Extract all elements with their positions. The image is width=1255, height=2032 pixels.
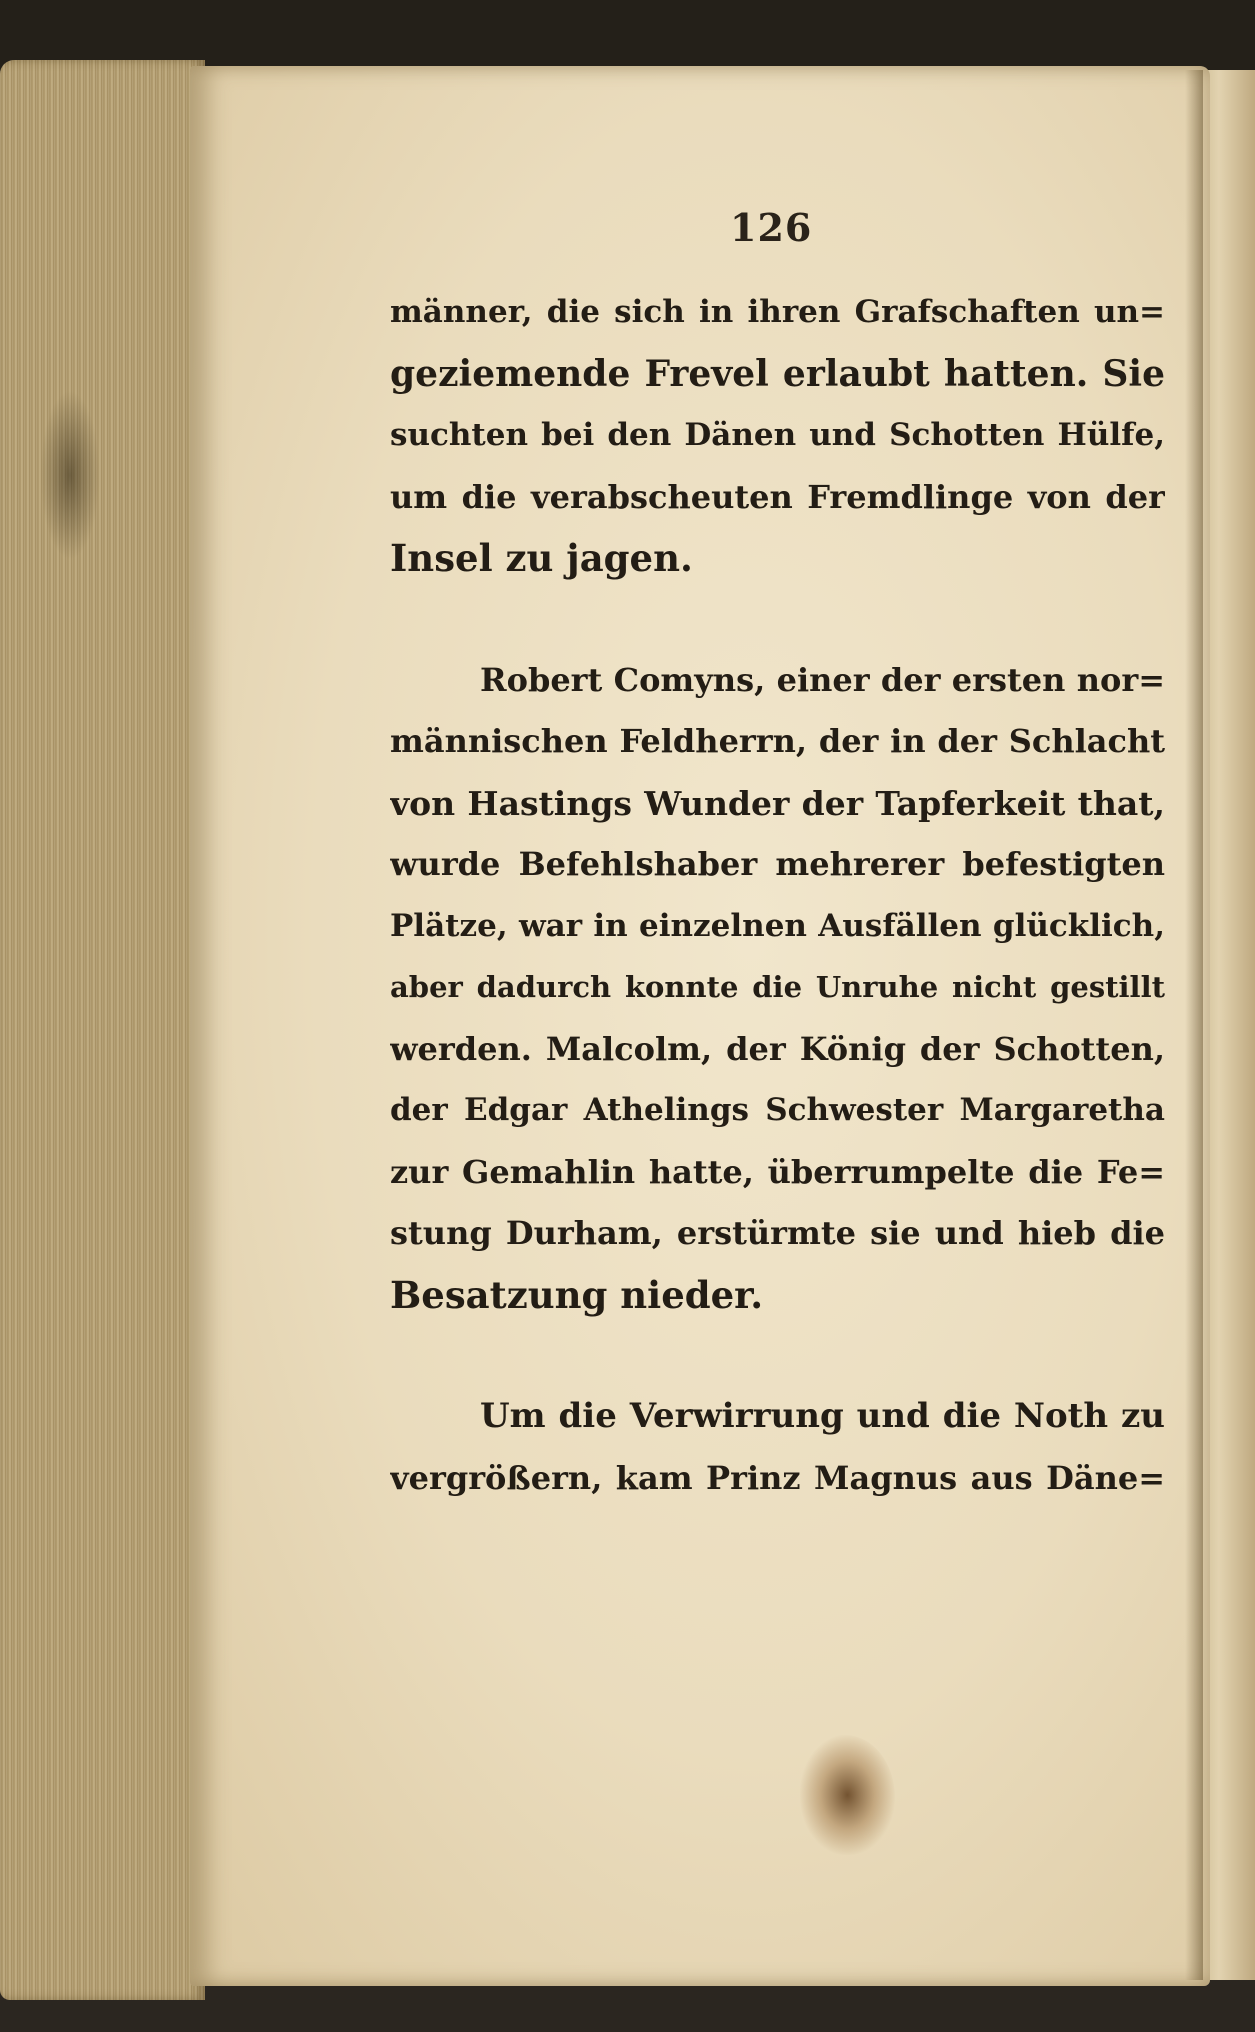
text-line: männer, die sich in ihren Grafschaften un= — [390, 294, 1165, 330]
text-line: der Edgar Athelings Schwester Margaretha — [390, 1092, 1165, 1128]
text-line: Um die Verwirrung und die Noth zu — [480, 1396, 1165, 1436]
text-line: geziemende Frevel erlaubt hatten. Sie — [390, 352, 1165, 395]
text-line: männischen Feldherrn, der in der Schlacht — [390, 722, 1165, 760]
ink-stain — [800, 1735, 895, 1855]
text-line: um die verabscheuten Fremdlinge von der — [390, 477, 1165, 516]
body-text — [390, 282, 1165, 1509]
text-line: von Hastings Wunder der Tapferkeit that, — [390, 783, 1165, 823]
text-line: Robert Comyns, einer der ersten nor= — [480, 660, 1165, 699]
paragraph-gap — [390, 1326, 1165, 1386]
page-edges — [0, 60, 205, 2000]
text-line: vergrößern, kam Prinz Magnus aus Däne= — [390, 1458, 1165, 1497]
text-line: Plätze, war in einzelnen Ausfällen glücklich, — [390, 907, 1165, 944]
text-line: aber dadurch konnte die Unruhe nicht gestillt — [390, 970, 1165, 1004]
text-line: zur Gemahlin hatte, überrumpelte die Fe= — [390, 1152, 1165, 1191]
text-line: werden. Malcolm, der König der Schotten, — [390, 1029, 1165, 1068]
page-number: 126 — [730, 205, 813, 250]
paragraph-gap — [390, 590, 1165, 650]
text-line: wurde Befehlshaber mehrerer befestigten — [390, 845, 1165, 883]
text-line: suchten bei den Dänen und Schotten Hülfe, — [390, 417, 1165, 453]
text-line: Besatzung nieder. — [390, 1272, 764, 1317]
text-line: Insel zu jagen. — [390, 536, 693, 580]
text-line: stung Durham, erstürmte sie und hieb die — [390, 1214, 1165, 1252]
gutter-shadow — [1185, 70, 1203, 1980]
